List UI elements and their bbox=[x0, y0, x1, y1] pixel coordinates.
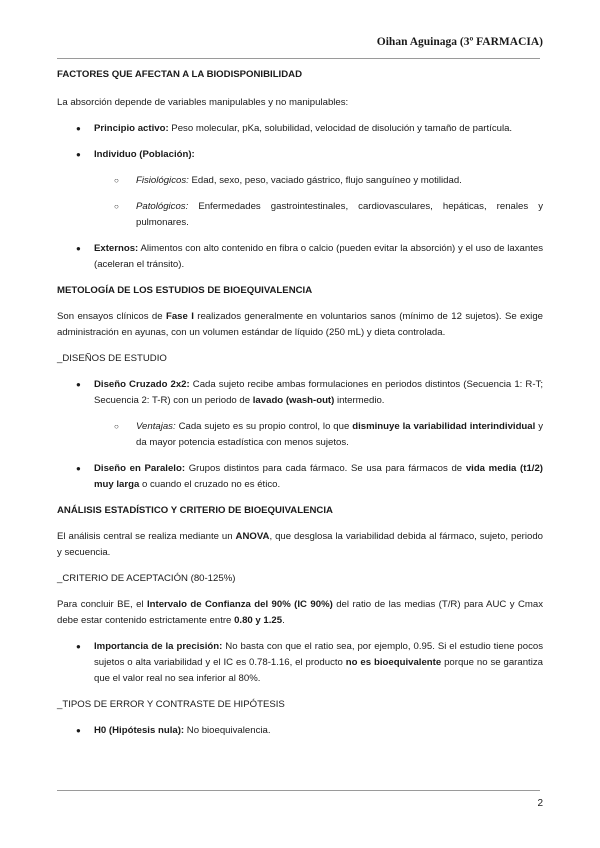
section-title-biodisponibilidad: FACTORES QUE AFECTAN A LA BIODISPONIBILIDAD bbox=[57, 69, 302, 80]
list-item: ● Principio activo: Peso molecular, pKa, solubilidad, velocidad de disolución y tamaño de partícula. bbox=[57, 121, 543, 137]
list-item: ● Importancia de la precisión: No basta con que el ratio sea, por ejemplo, 0.95. Si el estudio tiene pocos sujetos o alta variabilidad y el IC es 0.78-1.16, el producto no es bioequivalente porque no se garantiza que el valor real no sea inferior al 80%. bbox=[57, 639, 543, 687]
section-title-metodologia: METOLOGÍA DE LOS ESTUDIOS DE BIOEQUIVALENCIA bbox=[57, 285, 313, 296]
section-title-analisis: ANÁLISIS ESTADÍSTICO Y CRITERIO DE BIOEQUIVALENCIA bbox=[57, 505, 333, 516]
precision-list bbox=[57, 639, 543, 687]
footer-rule bbox=[57, 790, 540, 791]
design-list bbox=[57, 377, 543, 493]
list-item: ● H0 (Hipótesis nula): No bioequivalencia. bbox=[57, 723, 543, 739]
list-item: ● Externos: Alimentos con alto contenido en fibra o calcio (pueden evitar la absorción) y el uso de laxantes (aceleran el tránsito). bbox=[57, 241, 543, 273]
subsection-criterio: _CRITERIO DE ACEPTACIÓN (80-125%) bbox=[57, 573, 236, 584]
subsection-tipos-error: _TIPOS DE ERROR Y CONTRASTE DE HIPÓTESIS bbox=[57, 699, 285, 710]
list-item: ● Individuo (Población): bbox=[57, 147, 543, 163]
hypothesis-list bbox=[57, 723, 543, 739]
paragraph-anova: El análisis central se realiza mediante un ANOVA, que desglosa la variabilidad debida al fármaco, sujeto, periodo y secuencia. bbox=[57, 531, 543, 558]
list-item: ● Diseño en Paralelo: Grupos distintos para cada fármaco. Se usa para fármacos de vida media (t1/2) muy larga o cuando el cruzado no es ético. bbox=[57, 461, 543, 493]
paragraph-ensayos: Son ensayos clínicos de Fase I realizados generalmente en voluntarios sanos (mínimo de 12 sujetos). Se exige administración en ayunas, con un volumen estándar de líquido (250 mL) y dieta controlada. bbox=[57, 311, 543, 338]
page-number: 2 bbox=[537, 798, 543, 809]
subsection-disenos: _DISEÑOS DE ESTUDIO bbox=[57, 353, 167, 364]
paragraph-absorcion: La absorción depende de variables manipulables y no manipulables: bbox=[57, 97, 349, 108]
header-author: Oihan Aguinaga (3º FARMACIA) bbox=[376, 36, 543, 48]
sub-list-item: ○ Ventajas: Cada sujeto es su propio control, lo que disminuye la variabilidad interindividual y da mayor potencia estadística con menos sujetos. bbox=[57, 419, 543, 451]
page-body bbox=[57, 60, 543, 739]
factor-list bbox=[57, 121, 543, 273]
paragraph-criterio: Para concluir BE, el Intervalo de Confianza del 90% (IC 90%) del ratio de las medias (T/R) para AUC y Cmax debe estar contenido estrictamente entre 0.80 y 1.25. bbox=[57, 599, 544, 626]
sub-list-item: ○ Fisiológicos: Edad, sexo, peso, vaciado gástrico, flujo sanguíneo y motilidad. bbox=[57, 173, 543, 189]
list-item: ● Diseño Cruzado 2x2: Cada sujeto recibe ambas formulaciones en periodos distintos (Secuencia 1: R-T; Secuencia 2: T-R) con un periodo de lavado (wash-out) intermedio. bbox=[57, 377, 543, 409]
header-rule bbox=[57, 58, 540, 59]
sub-list-item: ○ Patológicos: Enfermedades gastrointestinales, cardiovasculares, hepáticas, renales y pulmonares. bbox=[57, 199, 543, 231]
